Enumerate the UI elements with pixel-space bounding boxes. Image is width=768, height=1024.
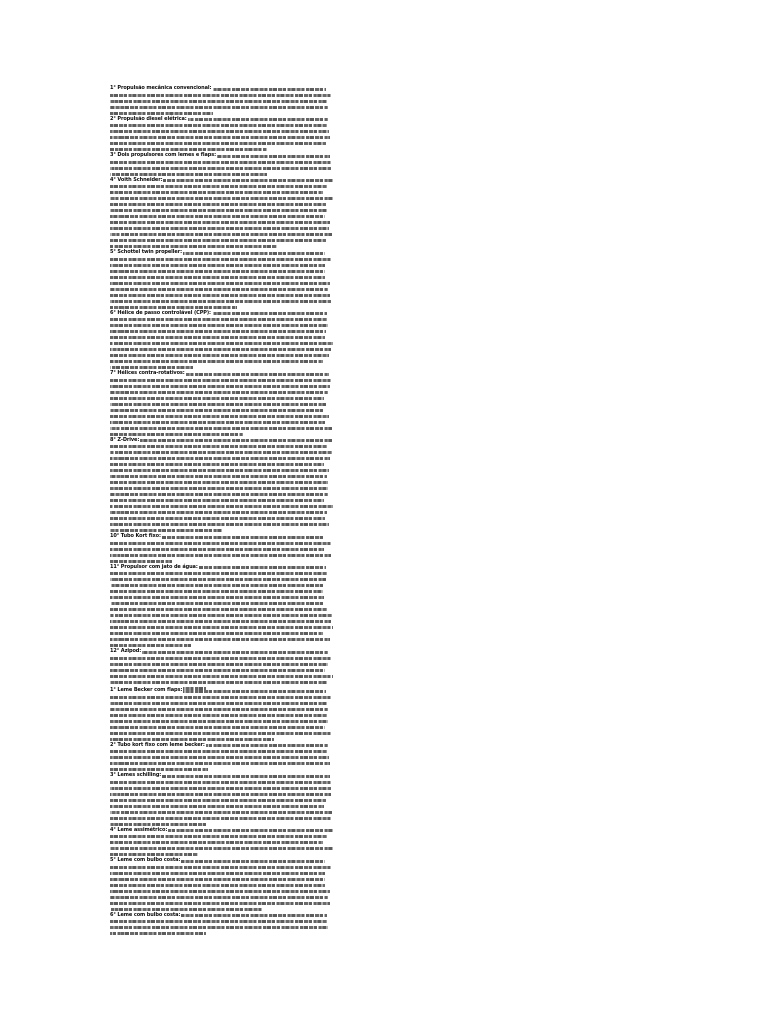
text-bar (110, 781, 332, 784)
text-bar (110, 799, 326, 802)
text-bar (110, 451, 332, 454)
paragraph-lead: 2° Tubo kort fixo com leme becker: (110, 741, 205, 748)
rudder-paragraph (110, 913, 333, 937)
text-bar (110, 185, 327, 188)
text-bar (110, 203, 326, 206)
text-bar (110, 884, 325, 887)
propulsion-paragraph (110, 178, 333, 250)
text-bar (110, 669, 325, 672)
paragraph-lead: 5° Schottel twin propeller: (110, 249, 182, 255)
text-bar (110, 112, 213, 115)
text-bar (110, 463, 324, 466)
text-bar (110, 294, 330, 297)
text-bar (110, 908, 262, 911)
text-bar (110, 124, 327, 127)
text-bar (110, 708, 328, 711)
paragraph-lead: 1° Propulsão mecânica convencional: (110, 85, 212, 91)
text-bar (110, 161, 332, 164)
text-bar (110, 663, 328, 666)
paragraph-lead: 6° Hélice de passo controlável (CPP): (110, 309, 211, 316)
text-bar (110, 651, 328, 654)
text-bar (110, 608, 327, 611)
text-bar (110, 920, 327, 923)
text-bar (110, 578, 326, 581)
text-bar (110, 173, 267, 176)
text-bar (110, 300, 331, 303)
propulsion-paragraph (110, 117, 333, 153)
text-bar (110, 487, 328, 490)
text-bar (110, 221, 330, 224)
text-bar (110, 626, 333, 629)
text-bar (110, 264, 325, 267)
propulsion-paragraph (110, 153, 333, 177)
text-bar (110, 560, 172, 563)
text-bar (110, 233, 332, 236)
text-bar (110, 896, 328, 899)
text-bar (110, 397, 324, 400)
text-bar (110, 596, 324, 599)
text-bar (110, 590, 323, 593)
text-bar (110, 620, 331, 623)
paragraph-lead: 7° Hélices contra-rotativos: (110, 370, 185, 376)
text-bar (110, 421, 325, 424)
paragraph-lead: 1° Leme Becker com flaps: (110, 687, 183, 693)
text-bar (110, 215, 325, 218)
text-bar (110, 130, 329, 133)
text-bar (110, 523, 329, 526)
text-bar (110, 681, 327, 684)
text-bar (110, 415, 329, 418)
text-bar (110, 342, 333, 345)
text-bar (110, 584, 323, 587)
text-bar (110, 403, 326, 406)
paragraph-lead: 4° Leme assimétrico: (110, 826, 168, 833)
text-bar (110, 209, 327, 212)
text-bar (110, 853, 198, 856)
text-bar (110, 276, 325, 279)
text-bar (110, 602, 323, 605)
text-bar (110, 572, 327, 575)
text-bar (110, 511, 327, 514)
text-bar (110, 505, 333, 508)
text-line (110, 643, 333, 649)
text-bar (110, 926, 328, 929)
propulsion-paragraph (110, 649, 333, 691)
text-bar (110, 282, 330, 285)
rudder-paragraph (110, 858, 333, 912)
text-bar (110, 100, 327, 103)
text-bar (110, 148, 267, 151)
text-bar (110, 366, 193, 369)
text-bar (110, 762, 330, 765)
text-bar (110, 548, 324, 551)
text-bar (110, 872, 325, 875)
propulsion-paragraph (110, 311, 333, 371)
paragraph-lead: 11° Propulsor com jato de água: (110, 563, 198, 570)
propulsion-paragraph (110, 438, 333, 534)
text-bar (110, 657, 332, 660)
text-bar (110, 336, 325, 339)
paragraph-lead: 2° Propulsão diesel elétrica: (110, 115, 187, 122)
text-bar (110, 270, 325, 273)
text-bar (110, 890, 330, 893)
text-bar (110, 427, 332, 430)
text-bar (110, 354, 329, 357)
text-bar (110, 288, 328, 291)
propulsion-paragraph (110, 86, 333, 116)
rudder-paragraph (110, 828, 333, 858)
text-bar (110, 306, 237, 309)
text-bar (110, 847, 333, 850)
text-bar (110, 517, 325, 520)
text-bar (110, 902, 330, 905)
text-bar (110, 787, 331, 790)
text-bar (110, 632, 323, 635)
text-bar (110, 348, 331, 351)
text-bar (110, 324, 328, 327)
paragraph-lead: 8° Z-Drive: (110, 436, 140, 443)
text-bar (110, 823, 207, 826)
propulsion-section (110, 86, 333, 692)
text-bar (110, 197, 333, 200)
text-bar (110, 726, 325, 729)
rudder-paragraph (110, 688, 333, 742)
text-bar (110, 94, 332, 97)
text-bar (110, 714, 327, 717)
text-bar (110, 768, 208, 771)
text-bar (110, 866, 332, 869)
text-bar (110, 817, 331, 820)
text-bar (110, 167, 331, 170)
text-bar (110, 239, 326, 242)
text-bar (110, 258, 332, 261)
text-bar (110, 136, 330, 139)
text-bar (110, 756, 329, 759)
text-bar (110, 932, 206, 935)
text-bar (110, 457, 330, 460)
text-bar (110, 106, 328, 109)
paragraph-lead: 10° Tubo Kort fixo: (110, 533, 161, 539)
rudder-paragraph (110, 773, 333, 827)
paragraph-lead: 5° Leme com bulbo costa: (110, 857, 181, 863)
text-bar (110, 245, 277, 248)
propulsion-paragraph (110, 371, 333, 437)
text-bar (110, 360, 323, 363)
propulsion-paragraph (110, 250, 333, 310)
text-bar (110, 385, 330, 388)
text-bar (110, 841, 323, 844)
text-bar (110, 720, 328, 723)
text-bar (110, 696, 332, 699)
text-bar (110, 614, 332, 617)
text-bar (110, 529, 222, 532)
text-bar (110, 433, 243, 436)
text-bar (110, 554, 331, 557)
text-line (110, 931, 333, 937)
text-bar (110, 732, 332, 735)
text-bar (110, 142, 326, 145)
paragraph-lead: 3° Dois propulsores com lemes e flaps: (110, 152, 216, 158)
text-bar (110, 475, 327, 478)
text-bar (110, 391, 328, 394)
text-bar (110, 330, 326, 333)
text-bar (110, 318, 327, 321)
text-bar (110, 469, 329, 472)
text-bar (110, 409, 324, 412)
text-bar (110, 644, 191, 647)
text-bar (110, 227, 329, 230)
text-bar (110, 675, 333, 678)
text-bar (110, 445, 327, 448)
paragraph-lead: 3° Lemes schilling: (110, 772, 162, 778)
text-bar (110, 878, 325, 881)
paragraph-lead: 4° Voith Schneider: (110, 176, 163, 183)
propulsion-paragraph (110, 565, 333, 649)
text-bar (110, 493, 328, 496)
propulsion-paragraph (110, 534, 333, 564)
paragraph-lead: 12° Azipod: (110, 648, 142, 654)
text-bar (110, 638, 330, 641)
text-bar (110, 805, 324, 808)
text-bar (110, 542, 332, 545)
text-bar (110, 481, 328, 484)
text-bar (110, 738, 274, 741)
text-line (110, 431, 333, 437)
text-bar (110, 379, 332, 382)
text-bar (110, 702, 327, 705)
text-bar (110, 191, 323, 194)
text-bar (110, 835, 327, 838)
text-bar (110, 750, 327, 753)
text-bar (110, 499, 324, 502)
text-bar (110, 811, 332, 814)
paragraph-lead: 6° Leme com bulbo costa: (110, 911, 181, 918)
rudder-paragraph (110, 743, 333, 773)
text-bar (110, 793, 331, 796)
rudder-section (110, 688, 333, 937)
